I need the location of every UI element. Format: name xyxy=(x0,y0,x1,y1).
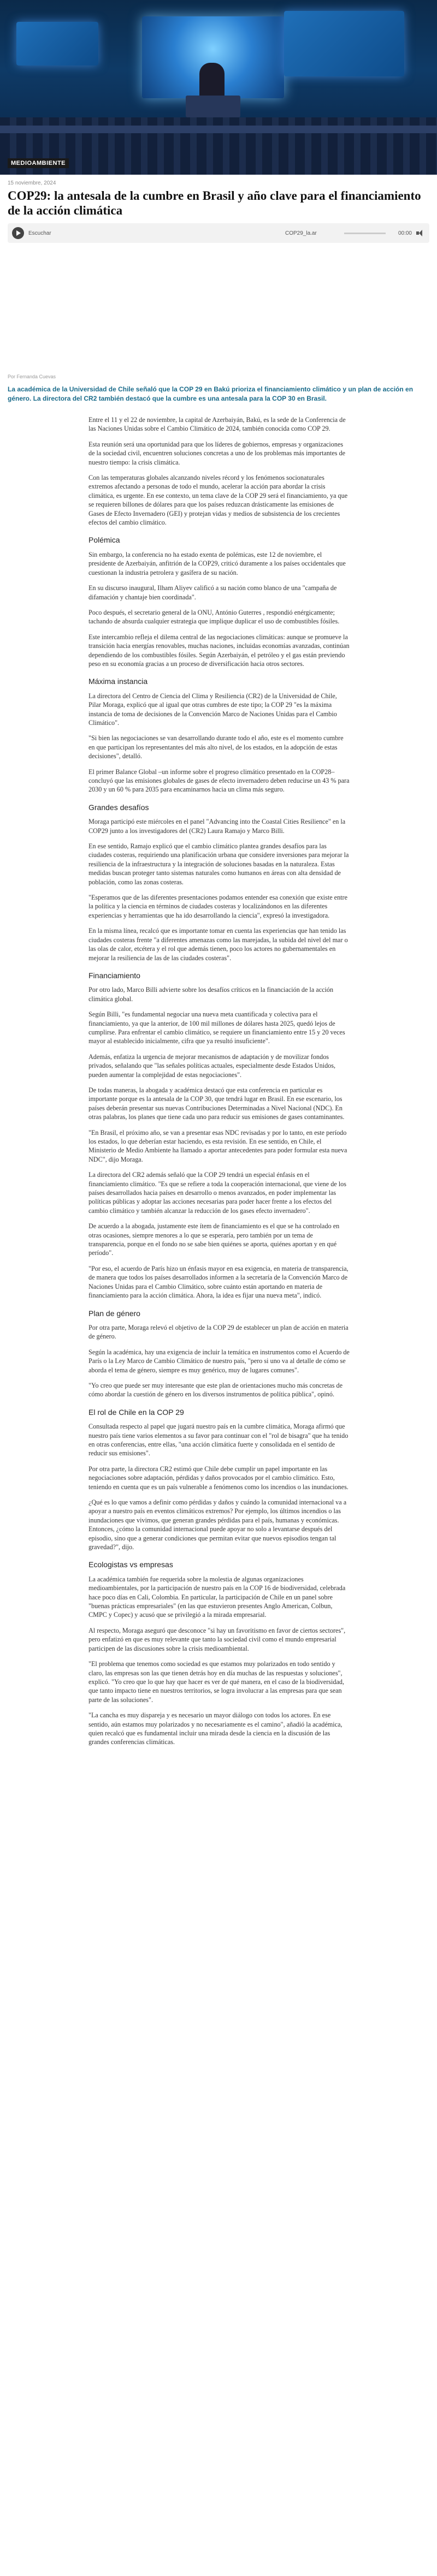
paragraph: En ese sentido, Ramajo explicó que el cambio climático plantea grandes desafíos para las ciudades costeras, requiriendo una planificación urbana que considere inversiones para mejorar la resiliencia de la infraestructura y la integración de soluciones basadas en la naturaleza. Estas medidas buscan proteger tanto sistemas naturales como humanos en áreas con alta densidad de población, como las zonas costeras. xyxy=(88,842,349,886)
paragraph: En la misma línea, recalcó que es importante tomar en cuenta las experiencias que han tenido las ciudades costeras frente "a diferentes amenazas como las marejadas, la subida del nivel del mar o las olas de calor, etcétera y el rol que además tienen, poco los actores no gubernamentales en mejorar la resiliencia de las de las ciudades costeras". xyxy=(88,927,348,962)
track-name: COP29_la.ar xyxy=(285,230,317,236)
hero-image xyxy=(0,0,437,175)
paragraph: "Por eso, el acuerdo de París hizo un énfasis mayor en esa exigencia, en materia de transparencia, de manera que todos los países desarrollados informen a la secretaría de la Convención Marco de Naciones Unidas para el Cambio Climático, sobre cuánto están aportando en materia de financiamiento para la acción climática. Ahora, la idea es fijar una nueva meta", indicó. xyxy=(88,1264,349,1300)
paragraph: Sin embargo, la conferencia no ha estado exenta de polémicas, este 12 de noviembre, el presidente de Azerbaiyán, anfitrión de la COP29, criticó duramente a los países occidentales que cuestionan la industria petrolera y gasífera de su nación. xyxy=(88,550,346,576)
article-lead: La académica de la Universidad de Chile señaló que la COP 29 en Bakú prioriza el financiamiento climático y un plan de acción en género. La directora del CR2 también destacó que la cumbre es una antesala para la COP 30 en Brasil. xyxy=(8,385,414,402)
article-body xyxy=(88,415,350,1747)
paragraph: La directora del Centro de Ciencia del Clima y Resiliencia (CR2) de la Universidad de Chile, Pilar Moraga, explicó que al igual que otras cumbres de este tipo; la COP 29 "es la máxima instancia de toma de decisiones de la Convención Marco de Naciones Unidas para el Cambio Climático". xyxy=(88,692,337,727)
paragraph: Por otra parte, Moraga relevó el objetivo de la COP 29 de establecer un plan de acción en materia de género. xyxy=(88,1323,349,1341)
desk-row xyxy=(0,126,437,133)
audio-progress-bar[interactable] xyxy=(344,233,386,234)
paragraph: ¿Qué es lo que vamos a definir como pérdidas y daños y cuándo la comunidad internacional va a apoyar a nuestro país en eventos climáticos extremos? Por ejemplo, los últimos incendios o las inundaciones que vivimos, que generan grandes pérdidas para el país, humanas y económicas. Entonces, ¿cómo la comunidad internacional puede apoyar no solo a levantarse después del episodio, sino que a generar condiciones que permitan evitar que nuevos episodios tengan tal gravedad?", dijo. xyxy=(88,1498,347,1551)
section-heading: Plan de género xyxy=(88,1308,140,1318)
paragraph: Poco después, el secretario general de la ONU, António Guterres , respondió enérgicamente; tachando de absurda cualquier estrategia que implique duplicar el uso de combustibles fósiles. xyxy=(88,608,340,626)
paragraph: Además, enfatiza la urgencia de mejorar mecanismos de adaptación y de movilizar fondos privados, señalando que "las señales políticas actuales, especialmente desde Estados Unidos, pueden aumentar la complejidad de estas negociaciones". xyxy=(88,1052,336,1079)
audio-time: 00:00 xyxy=(398,230,412,236)
section-heading: Ecologistas vs empresas xyxy=(88,1560,173,1569)
paragraph: La directora del CR2 además señaló que la COP 29 tendrá un especial énfasis en el financiamiento climático. "Es que se refiere a toda la cooperación internacional, que viene de los países desarrollados hacia países en desarrollo o menos avanzados, en poder implementar las políticas públicas y adoptar las acciones necesarias para poder hacer frente a los efectos del cambio climático y también alcanzar la reducción de los gases efecto invernadero". xyxy=(88,1171,346,1215)
paragraph: "Si bien las negociaciones se van desarrollando durante todo el año, este es el momento cumbre en que participan los representantes del más alto nivel, de los estados, en la adopción de estas decisiones", detalló. xyxy=(88,734,344,760)
section-heading: Polémica xyxy=(88,536,120,545)
paragraph: "Esperamos que de las diferentes presentaciones podamos entender esa conexión que existe entre la política y la ciencia en términos de ciudades costeras y localizándonos en las diferentes experiencias y herramientas que ha ido desarrollando la ciencia", expresó la investigadora. xyxy=(88,894,348,919)
paragraph: De acuerdo a la abogada, justamente este ítem de financiamiento es el que se ha controlado en otras ocasiones, siempre menores a lo que se esperaría, pero también por un tema de transparencia, porque en el fondo no se sabe bien quiénes se aporta, quiénes aportan y en qué período". xyxy=(88,1222,340,1257)
paragraph: Esta reunión será una oportunidad para que los líderes de gobiernos, empresas y organizaciones de la sociedad civil, encuentren soluciones concretas a uno de los problemas más importantes de nuestro tiempo: la crisis climática. xyxy=(88,440,346,466)
podium xyxy=(186,96,240,117)
section-heading: Máxima instancia xyxy=(88,677,148,686)
paragraph: Por otra parte, la directora CR2 estimó que Chile debe cumplir un papel importante en las negociaciones sobre adaptación, pérdidas y daños provocados por el cambio climático. Esto, teniendo en cuenta que es un país vulnerable a fenómenos como los incendios o las inundaciones. xyxy=(88,1465,349,1491)
paragraph: Al respecto, Moraga aseguró que desconoce "si hay un favoritismo en favor de ciertos sectores", pero enfatizó en que es muy relevante que tanto la sociedad civil como el mundo empresarial participen de las discusiones sobre la crisis medioambiental. xyxy=(88,1626,346,1652)
paragraph: Este intercambio refleja el dilema central de las negociaciones climáticas: aunque se promueve la transición hacia energías renovables, muchas naciones, incluidas economías avanzadas, continúan dependiendo de los combustibles fósiles. Según Azerbaiyán, el petróleo y el gas están previendo peso en su economía gracias a un proceso de diversificación hacia otros sectores. xyxy=(88,633,350,668)
paragraph: La académica también fue requerida sobre la molestia de algunas organizaciones medioambientales, por la participación de nuestro país en la COP 16 de biodiversidad, celebrada hace poco días en Cali, Colombia. En particular, la participación de Chile en un panel sobre "buenas prácticas empresariales" (en las que estuvieron presentes Anglo American, Colbun, CMPC y Copec) y acusó que se privilegió a la mirada empresarial. xyxy=(88,1575,346,1619)
paragraph: Con las temperaturas globales alcanzando niveles récord y los fenómenos socionaturales extremos afectando a personas de todo el mundo, acelerar la acción para abordar la crisis climática, es urgente. En ese contexto, un tema clave de la COP 29 será el financiamiento, ya que se requieren billones de dólares para que los países reduzcan drásticamente las emisiones de Gases de Efecto Invernadero (GEI) y protejan vidas y medios de subsistencia de los crecientes efectos del cambio climático. xyxy=(88,474,348,527)
article-title: COP29: la antesala de la cumbre en Brasil y año clave para el financiamiento de la acción climática xyxy=(8,189,421,217)
paragraph: Según Billi, "es fundamental negociar una nueva meta cuantificada y colectiva para el financiamiento, ya que la anterior, de 100 mil millones de dólares hasta 2025, quedó lejos de cumplirse. Para enfrentar el cambio climático, se requiere un financiamiento entre 15 y 20 veces mayor al establecido inicialmente, cifra que ya resultó insuficiente". xyxy=(88,1010,345,1045)
section-heading: Financiamiento xyxy=(88,971,140,980)
paragraph: "En Brasil, el próximo año, se van a presentar esas NDC revisadas y por lo tanto, en este período los estados, lo que deberían estar haciendo, es esta revisión. En ese sentido, en Chile, el Ministerio de Medio Ambiente ha llamado a aportar antecedentes para poder formular esta nueva NDC", dijo Moraga. xyxy=(88,1128,347,1163)
section-heading: Grandes desafíos xyxy=(88,802,149,812)
article-author: Por Fernanda Cuevas xyxy=(8,374,56,379)
section-heading: El rol de Chile en la COP 29 xyxy=(88,1407,184,1417)
publish-date: 15 noviembre, 2024 xyxy=(8,180,56,186)
paragraph: Entre el 11 y el 22 de noviembre, la capital de Azerbaiyán, Bakú, es la sede de la Conferencia de las Naciones Unidas sobre el Cambio Climático de 2024, también conocida como COP 29. xyxy=(88,416,346,433)
conference-screen-left xyxy=(16,22,98,66)
listen-label: Escuchar xyxy=(28,230,51,236)
volume-icon[interactable] xyxy=(416,230,425,236)
paragraph: "La cancha es muy dispareja y es necesario un mayor diálogo con todos los actores. En ese sentido, aún estamos muy polarizados y no necesariamente es el camino", añadió la académica, quien recalcó que es fundamental incluir una mirada desde la ciencia en la discusión de las grandes conferencias climáticas. xyxy=(88,1711,342,1746)
paragraph: "El problema que tenemos como sociedad es que estamos muy polarizados en todo sentido y claro, las empresas son las que tienen detrás hoy en día muchas de las respuestas y soluciones", explicó. "Yo creo que lo que hay que hacer es ver de qué manera, en el caso de la biodiversidad, que tanto impacto tiene en nuestros territorios, se logra involucrar a las empresas para que sean parte de las soluciones". xyxy=(88,1660,345,1704)
conference-screen-right xyxy=(284,11,404,76)
audio-player xyxy=(8,223,429,243)
play-icon[interactable] xyxy=(12,227,24,239)
paragraph: Por otro lado, Marco Billi advierte sobre los desafíos críticos en la financiación de la acción climática global. xyxy=(88,986,334,1003)
paragraph: "Yo creo que puede ser muy interesante que este plan de orientaciones mucho más concretas de cómo abordar la cuestión de género en los diversos instrumentos de política pública", opinó. xyxy=(88,1381,343,1399)
paragraph: En su discurso inaugural, Ilham Aliyev calificó a su nación como blanco de una "campaña de difamación y chantaje bien coordinada". xyxy=(88,584,337,601)
paragraph: Moraga participó este miércoles en el panel "Advancing into the Coastal Cities Resilience" en la COP29 junto a los investigadores del (CR2) Laura Ramajo y Marco Billi. xyxy=(88,818,346,835)
paragraph: De todas maneras, la abogada y académica destacó que esta conferencia en particular es importante porque es la antesala de la COP 30, que tendrá lugar en Brasil. En ese escenario, los países deberán presentar sus nuevas Contribuciones Determinadas a Nivel Nacional (NDC). En otras palabras, los planes que tiene cada uno para reducir sus emisiones de gases contaminantes. xyxy=(88,1086,345,1121)
paragraph: El primer Balance Global –un informe sobre el progreso climático presentado en la COP28– concluyó que las emisiones globales de gases de efecto invernadero deben reducirse un 43 % para 2030 y un 60 % para 2035 para encaminarnos hacia un clima más seguro. xyxy=(88,768,350,794)
paragraph: Consultada respecto al papel que jugará nuestro país en la cumbre climática, Moraga afirmó que nuestro país tiene varios elementos a su favor para continuar con el "rol de bisagra" que ha tenido en otras conferencias, entre ellas, "una acción climática fuerte y consolidada en el sentido de reducir sus emisiones". xyxy=(88,1423,349,1457)
paragraph: Según la académica, hay una exigencia de incluir la temática en instrumentos como el Acuerdo de París o la Ley Marco de Cambio Climático de nuestro país, "pero si uno va al detalle de cómo se aborda el tema de género, siempre es muy genérico, muy de lugares comunes". xyxy=(88,1348,350,1374)
category-badge[interactable]: MEDIOAMBIENTE xyxy=(8,158,69,168)
